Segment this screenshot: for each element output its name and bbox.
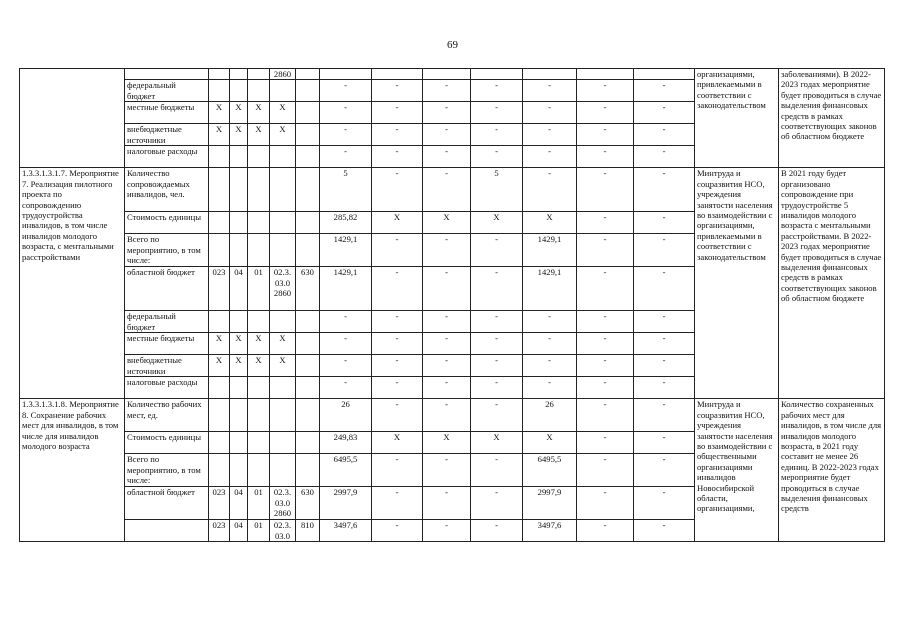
table-cell: - <box>372 234 423 267</box>
table-cell: - <box>634 487 695 520</box>
table-cell: - <box>634 102 695 124</box>
table-cell <box>296 333 320 355</box>
table-cell <box>248 377 270 399</box>
table-cell: - <box>423 168 471 212</box>
table-cell <box>296 355 320 377</box>
table-cell <box>209 69 230 80</box>
table-cell <box>209 377 230 399</box>
table-cell: - <box>423 234 471 267</box>
table-cell <box>296 168 320 212</box>
table-cell: - <box>423 487 471 520</box>
table-cell: Х <box>270 124 296 146</box>
table-cell <box>296 377 320 399</box>
table-cell <box>209 80 230 102</box>
table-cell: - <box>577 146 634 168</box>
table-cell: 1429,1 <box>523 234 577 267</box>
table-cell <box>230 234 248 267</box>
table-cell: - <box>423 267 471 311</box>
table-cell: 023 <box>209 267 230 311</box>
table-cell: 630 <box>296 267 320 311</box>
table-cell: - <box>634 432 695 454</box>
table-cell: 1429,1 <box>320 234 372 267</box>
merged-cell-block1-note: заболеваниями). В 2022-2023 годах мероприятие будет проводиться в случае выделения финансовых средств в рамках соответствующих законов об областном бюджете <box>779 69 885 168</box>
table-cell: - <box>577 333 634 355</box>
table-cell: - <box>423 146 471 168</box>
table-cell <box>248 212 270 234</box>
table-cell: - <box>372 311 423 333</box>
table-cell: - <box>423 355 471 377</box>
table-cell: - <box>471 377 523 399</box>
table-cell: - <box>634 168 695 212</box>
table-cell <box>125 520 209 542</box>
table-cell: 04 <box>230 520 248 542</box>
merged-cell-block3-note: Количество сохраненных рабочих мест для инвалидов, в том числе для инвалидов молодого возраста, в 2021 году составит не менее 26 единиц. В 2022-2023 годах мероприятие будет проводиться в случае выделения финансовых средств <box>779 399 885 542</box>
table-cell <box>296 80 320 102</box>
table-cell: - <box>423 311 471 333</box>
table-cell <box>270 432 296 454</box>
merged-cell-block3-title: 1.3.3.1.3.1.8. Мероприятие 8. Сохранение рабочих мест для инвалидов, в том числе для инвалидов молодого возраста <box>20 399 125 542</box>
table-cell: Х <box>209 102 230 124</box>
table-cell: - <box>577 399 634 432</box>
table-cell: местные бюджеты <box>125 102 209 124</box>
table-cell <box>209 234 230 267</box>
table-cell: - <box>372 399 423 432</box>
program-activities-table <box>19 68 885 542</box>
table-cell: 5 <box>471 168 523 212</box>
table-cell: 02.3. 03.0 <box>270 520 296 542</box>
merged-cell-block2-executor: Минтруда и соцразвития НСО, учреждения занятости населения во взаимодействии с организациями, привлекаемыми в соответствии с законодательством <box>695 168 779 399</box>
table-cell <box>230 212 248 234</box>
table-cell: - <box>471 80 523 102</box>
table-cell: 2997,9 <box>320 487 372 520</box>
table-cell: 023 <box>209 487 230 520</box>
table-cell: - <box>634 333 695 355</box>
table-cell: - <box>471 311 523 333</box>
table-cell: Х <box>209 124 230 146</box>
table-cell: - <box>577 124 634 146</box>
table-cell: 04 <box>230 487 248 520</box>
table-row <box>20 69 885 80</box>
table-cell: Х <box>523 432 577 454</box>
table-cell: - <box>471 146 523 168</box>
table-cell <box>209 399 230 432</box>
table-cell: - <box>577 212 634 234</box>
table-cell: - <box>372 168 423 212</box>
table-cell: Х <box>230 333 248 355</box>
table-cell: - <box>320 333 372 355</box>
table-cell <box>230 377 248 399</box>
table-cell <box>471 69 523 80</box>
table-cell: Х <box>248 102 270 124</box>
table-cell: - <box>577 234 634 267</box>
table-cell <box>523 69 577 80</box>
table-cell: - <box>634 520 695 542</box>
table-cell <box>248 146 270 168</box>
merged-cell-block1-executor: организациями, привлекаемыми в соответствии с законодательством <box>695 69 779 168</box>
merged-cell-block2-note: В 2021 году будет организовано сопровождение при трудоустройстве 5 инвалидов молодого возраста с ментальными расстройствами. В 2022-2023 годах мероприятие будет проводиться в случае выделения финансовых средств в рамках соответствующих законов об областном бюджете <box>779 168 885 399</box>
table-cell: - <box>471 355 523 377</box>
table-cell: 023 <box>209 520 230 542</box>
table-cell: федеральный бюджет <box>125 80 209 102</box>
table-cell: 01 <box>248 520 270 542</box>
table-cell: - <box>634 234 695 267</box>
table-cell <box>230 311 248 333</box>
table-cell: - <box>634 355 695 377</box>
table-cell: Х <box>209 355 230 377</box>
table-cell: Х <box>248 124 270 146</box>
table-cell <box>230 80 248 102</box>
table-cell: - <box>320 124 372 146</box>
table-cell <box>230 432 248 454</box>
table-cell: Х <box>372 432 423 454</box>
table-cell: - <box>577 377 634 399</box>
table-cell: 01 <box>248 487 270 520</box>
table-cell: федеральный бюджет <box>125 311 209 333</box>
merged-cell-block3-executor: Минтруда и соцразвития НСО, учреждения занятости населения во взаимодействии с общественными организациями инвалидов Новосибирской области, организациями, <box>695 399 779 542</box>
table-cell <box>296 399 320 432</box>
table-cell: - <box>577 520 634 542</box>
table-cell: - <box>471 102 523 124</box>
table-cell <box>248 311 270 333</box>
table-cell <box>296 234 320 267</box>
table-cell: Х <box>248 333 270 355</box>
table-cell: 01 <box>248 267 270 311</box>
table-cell: 6495,5 <box>523 454 577 487</box>
table-cell: - <box>320 102 372 124</box>
table-cell <box>209 311 230 333</box>
table-cell <box>248 454 270 487</box>
table-cell <box>296 212 320 234</box>
table-cell: местные бюджеты <box>125 333 209 355</box>
table-cell: - <box>372 487 423 520</box>
table-cell <box>320 69 372 80</box>
table-cell: - <box>577 168 634 212</box>
table-cell: внебюджетные источники <box>125 124 209 146</box>
table-cell <box>230 399 248 432</box>
table-cell: - <box>471 333 523 355</box>
table-cell: - <box>471 267 523 311</box>
table-cell: - <box>372 520 423 542</box>
table-cell: - <box>523 355 577 377</box>
table-cell <box>209 454 230 487</box>
table-cell: - <box>577 102 634 124</box>
table-cell <box>209 212 230 234</box>
table-cell: Х <box>209 333 230 355</box>
page-number: 69 <box>447 39 458 51</box>
table-cell <box>270 146 296 168</box>
table-cell: - <box>372 454 423 487</box>
table-cell: - <box>320 146 372 168</box>
table-cell: - <box>634 267 695 311</box>
table-cell: 02.3. 03.0 2860 <box>270 487 296 520</box>
table-cell <box>296 432 320 454</box>
table-cell <box>209 146 230 168</box>
table-cell <box>230 146 248 168</box>
merged-cell-block2-title: 1.3.3.1.3.1.7. Мероприятие 7. Реализация пилотного проекта по сопровождению трудоустройства инвалидов, в том числе инвалидов молодого возраста, с ментальными расстройствами <box>20 168 125 399</box>
table-cell: - <box>372 124 423 146</box>
table-cell: Х <box>270 333 296 355</box>
table-cell: - <box>523 80 577 102</box>
table-cell: - <box>577 267 634 311</box>
table-cell: - <box>423 520 471 542</box>
table-cell <box>372 69 423 80</box>
merged-cell-block1-title <box>20 69 125 168</box>
table-cell: 2860 <box>270 69 296 80</box>
table-cell: 2997,9 <box>523 487 577 520</box>
table-cell: - <box>577 80 634 102</box>
table-cell <box>248 432 270 454</box>
table-cell <box>248 399 270 432</box>
table-cell: - <box>634 212 695 234</box>
table-cell: - <box>471 520 523 542</box>
table-cell: Х <box>270 355 296 377</box>
table-cell <box>270 311 296 333</box>
table-cell: 04 <box>230 267 248 311</box>
table-cell: - <box>471 399 523 432</box>
table-cell: налоговые расходы <box>125 377 209 399</box>
table-cell: - <box>523 102 577 124</box>
table-cell: 6495,5 <box>320 454 372 487</box>
table-cell: - <box>423 124 471 146</box>
table-cell <box>248 69 270 80</box>
table-cell: - <box>320 377 372 399</box>
table-cell <box>248 234 270 267</box>
table-cell: Всего по мероприятию, в том числе: <box>125 234 209 267</box>
table-cell: - <box>523 333 577 355</box>
table-cell: - <box>471 124 523 146</box>
table-cell: 3497,6 <box>523 520 577 542</box>
table-cell: Стоимость единицы <box>125 432 209 454</box>
table-row <box>20 168 885 212</box>
table-cell <box>296 454 320 487</box>
table-cell: Стоимость единицы <box>125 212 209 234</box>
table-cell: Х <box>423 432 471 454</box>
table-cell: 5 <box>320 168 372 212</box>
table-cell: - <box>372 80 423 102</box>
table-cell: - <box>634 311 695 333</box>
table-cell: - <box>471 454 523 487</box>
table-cell: - <box>523 168 577 212</box>
table-cell <box>577 69 634 80</box>
table-cell: Всего по мероприятию, в том числе: <box>125 454 209 487</box>
table-cell <box>423 69 471 80</box>
table-cell: Х <box>230 355 248 377</box>
table-cell: - <box>320 355 372 377</box>
table-cell <box>230 454 248 487</box>
table-cell: Х <box>523 212 577 234</box>
table-cell: Количество сопровождаемых инвалидов, чел. <box>125 168 209 212</box>
table-cell <box>270 234 296 267</box>
table-cell: - <box>523 377 577 399</box>
table-cell: 810 <box>296 520 320 542</box>
table-cell <box>230 168 248 212</box>
table-cell: 3497,6 <box>320 520 372 542</box>
table-cell: областной бюджет <box>125 487 209 520</box>
table-cell: 26 <box>523 399 577 432</box>
table-cell: - <box>577 454 634 487</box>
table-cell: 285,82 <box>320 212 372 234</box>
table-cell <box>296 311 320 333</box>
table-cell: 1429,1 <box>523 267 577 311</box>
table-cell: 26 <box>320 399 372 432</box>
table-cell: - <box>577 487 634 520</box>
table-cell: - <box>320 80 372 102</box>
table-cell: - <box>634 454 695 487</box>
table-cell: - <box>634 80 695 102</box>
table-cell: Х <box>471 212 523 234</box>
table-cell <box>270 454 296 487</box>
table-cell: 1429,1 <box>320 267 372 311</box>
table-cell <box>270 168 296 212</box>
table-cell: внебюджетные источники <box>125 355 209 377</box>
table-cell: - <box>372 267 423 311</box>
table-cell: - <box>471 487 523 520</box>
table-cell: - <box>577 311 634 333</box>
table-cell: - <box>372 146 423 168</box>
table-cell: - <box>634 399 695 432</box>
table-cell: налоговые расходы <box>125 146 209 168</box>
table-cell: - <box>423 454 471 487</box>
table-cell: - <box>634 146 695 168</box>
table-cell: Х <box>471 432 523 454</box>
table-cell <box>248 168 270 212</box>
table-cell: - <box>423 333 471 355</box>
table-cell <box>230 69 248 80</box>
table-cell: - <box>577 432 634 454</box>
table-cell: - <box>634 124 695 146</box>
table-cell: Х <box>230 124 248 146</box>
table-cell: - <box>423 102 471 124</box>
table-cell <box>296 124 320 146</box>
table-cell: - <box>372 355 423 377</box>
table-cell <box>248 80 270 102</box>
table-cell: - <box>320 311 372 333</box>
table-cell: Х <box>372 212 423 234</box>
table-cell <box>296 102 320 124</box>
table-cell: - <box>471 234 523 267</box>
table-cell <box>270 399 296 432</box>
table-cell: Х <box>423 212 471 234</box>
table-cell <box>270 80 296 102</box>
table-cell: - <box>634 377 695 399</box>
table-cell: - <box>423 399 471 432</box>
table-cell <box>270 212 296 234</box>
table-cell: - <box>372 333 423 355</box>
table-cell <box>209 432 230 454</box>
table-row <box>20 399 885 432</box>
table-cell: Количество рабочих мест, ед. <box>125 399 209 432</box>
table-cell: 02.3. 03.0 2860 <box>270 267 296 311</box>
table-cell: 249,83 <box>320 432 372 454</box>
table-cell <box>296 69 320 80</box>
table-cell: - <box>423 80 471 102</box>
table-cell: - <box>372 102 423 124</box>
table-cell: Х <box>270 102 296 124</box>
table-cell: - <box>523 311 577 333</box>
table-cell <box>634 69 695 80</box>
table-cell: - <box>423 377 471 399</box>
table-cell: - <box>523 124 577 146</box>
table-cell <box>296 146 320 168</box>
table-cell: областной бюджет <box>125 267 209 311</box>
table-cell: Х <box>230 102 248 124</box>
table-cell: - <box>577 355 634 377</box>
table-cell: Х <box>248 355 270 377</box>
table-cell <box>125 69 209 80</box>
table-cell: 630 <box>296 487 320 520</box>
table-cell: - <box>372 377 423 399</box>
table-cell <box>270 377 296 399</box>
table-cell <box>209 168 230 212</box>
table-cell: - <box>523 146 577 168</box>
